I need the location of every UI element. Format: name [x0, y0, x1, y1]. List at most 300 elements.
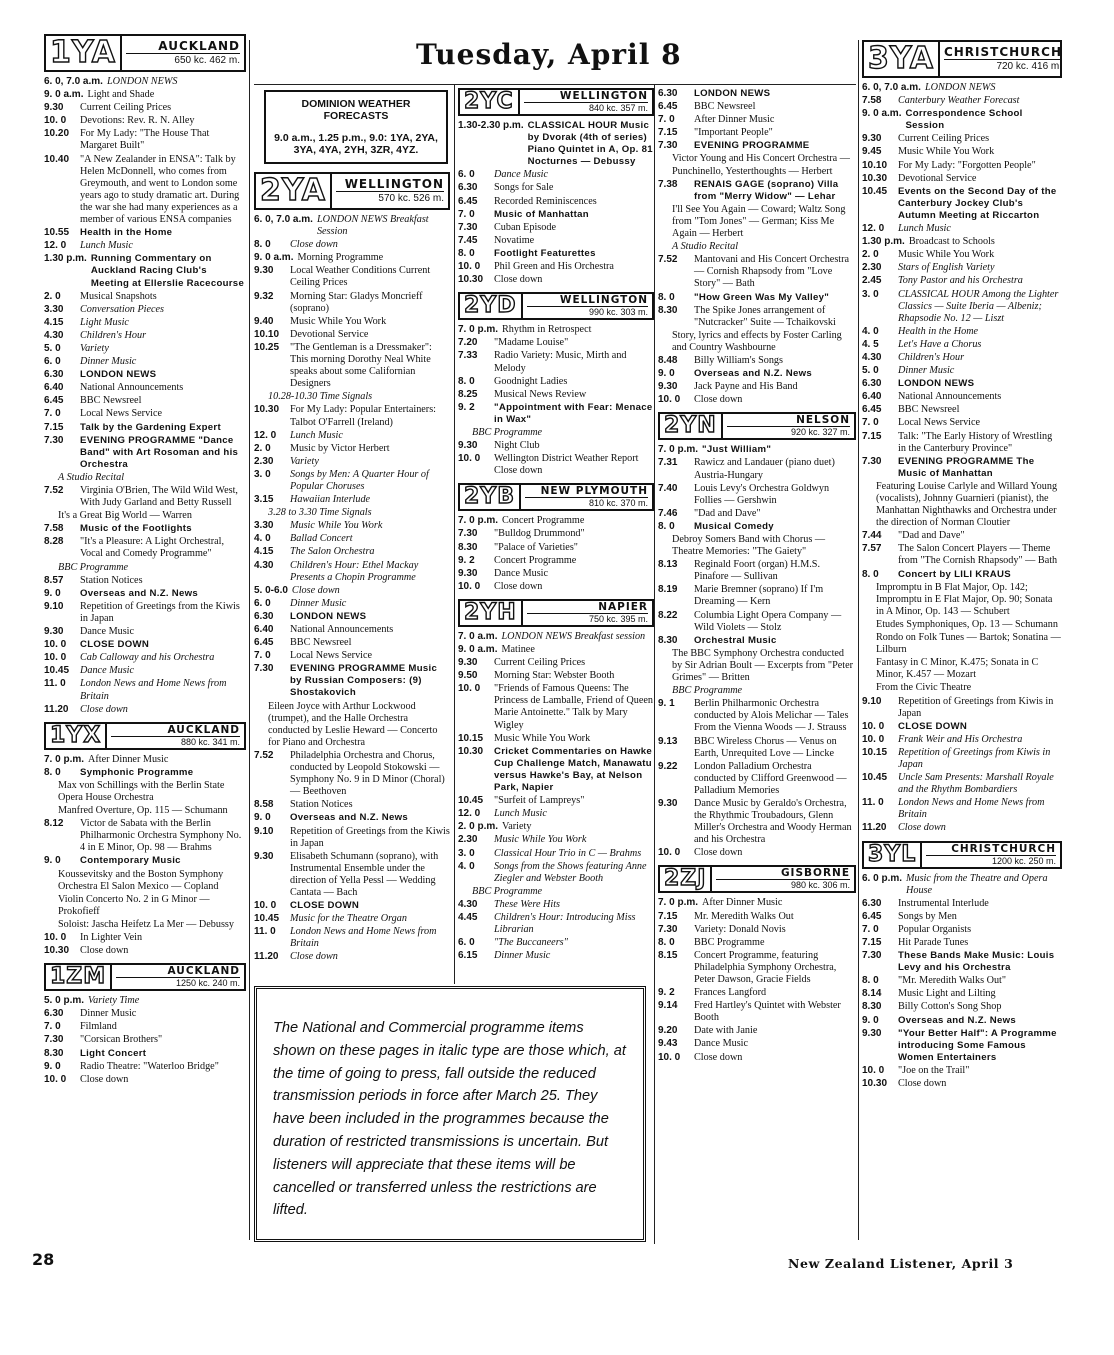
- programme-text: Children's Hour: [898, 351, 965, 363]
- time-label: 9.30: [458, 440, 478, 452]
- time-label: 7. 0: [658, 114, 675, 126]
- list-item: [458, 683, 654, 731]
- programme-text: Music While You Work: [290, 315, 387, 327]
- programme-text: BBC Programme: [694, 936, 765, 948]
- station-info: [940, 42, 1066, 76]
- list-item: [658, 101, 856, 113]
- list-item: [458, 581, 654, 593]
- station-2ya-continued: [658, 88, 856, 406]
- list-item: [862, 772, 1062, 796]
- time-label: 9.32: [254, 290, 274, 302]
- time-label: 4.30: [254, 559, 274, 571]
- programme-text: Repetition of Greetings from Kiwis in Japan: [898, 695, 1054, 719]
- time-label: 10. 0: [458, 453, 481, 465]
- programme-text: "The Gentleman is a Dressmaker": This morning Dorothy Neal White speaks about some Californian Designers: [290, 341, 432, 390]
- programme-text: Songs for Sale: [494, 182, 554, 194]
- list-item: [862, 1028, 1062, 1064]
- programme-text: CLASSICAL HOUR Music by Dvorak (4th of series) Piano Quintet in A, Op. 81 Nocturnes — Debussy: [527, 120, 653, 168]
- time-label: 8.28: [44, 536, 64, 548]
- list-item: [254, 239, 450, 251]
- programme-text: Light Music: [80, 316, 129, 328]
- list-item: [862, 569, 1062, 581]
- station-call-sign: 1ZM: [46, 965, 112, 989]
- list-item: [862, 950, 1062, 974]
- list-item: [458, 120, 654, 168]
- list-item: [458, 937, 654, 949]
- list-item: [254, 701, 450, 749]
- list-item: [658, 610, 856, 634]
- time-label: 8. 0: [254, 239, 271, 251]
- list-item: [862, 431, 1062, 455]
- list-item: [44, 435, 246, 471]
- programme-text: Mr. Meredith Walks Out: [694, 910, 794, 922]
- time-label: 7.52: [254, 749, 274, 761]
- programme-text: Dance Music: [494, 567, 549, 579]
- list-item: [44, 704, 246, 716]
- time-label: 10. 0: [862, 1064, 885, 1076]
- list-item: [658, 897, 856, 909]
- programme-text: Berlin Philharmonic Orchestra conducted by Alois Melichar — Tales From the Vienna Woods — J. Strauss: [694, 698, 849, 734]
- station-header: [658, 412, 856, 440]
- time-label: 10.30: [254, 404, 280, 416]
- station-call-sign: 2YB: [460, 485, 521, 509]
- list-item: [658, 394, 856, 406]
- time-label: 6. 0: [458, 169, 475, 181]
- time-label: 6.30: [44, 1008, 64, 1020]
- list-item: [44, 115, 246, 127]
- time-label: 4.30: [458, 898, 478, 910]
- time-label: 11.20: [862, 822, 887, 834]
- time-label: 7. 0: [862, 417, 879, 429]
- list-item: [254, 329, 450, 341]
- list-item: [44, 1061, 246, 1073]
- programme-text: Contemporary Music: [80, 855, 181, 867]
- programme-text: Billy Cotton's Song Shop: [898, 1001, 1002, 1013]
- station-3ya: [862, 40, 1062, 835]
- programme-text: Music by Victor Herbert: [290, 442, 390, 454]
- programme-text: The Salon Orchestra: [290, 546, 375, 558]
- list-item: [44, 855, 246, 867]
- list-item: [658, 847, 856, 859]
- station-frequency: 990 kc. 303 m.: [588, 307, 648, 318]
- programme-text: Lunch Music: [898, 223, 951, 235]
- programme-text: Health in the Home: [80, 227, 173, 239]
- station-city: NEW PLYMOUTH: [525, 485, 648, 498]
- time-label: 7.40: [658, 482, 678, 494]
- time-label: 7.38: [658, 178, 678, 190]
- programme-text: Violin Concerto No. 2 in G Minor — Prokofieff: [58, 893, 210, 917]
- station-frequency: 1250 kc. 240 m.: [175, 978, 240, 989]
- station-frequency: 840 kc. 357 m.: [588, 103, 648, 113]
- list-item: [44, 1074, 246, 1086]
- list-item: [458, 515, 654, 527]
- programme-text: EVENING PROGRAMME The Music of Manhattan: [898, 455, 1035, 479]
- time-label: 7.15: [862, 937, 882, 948]
- list-item: [658, 305, 856, 329]
- time-label: 9. 0: [44, 1060, 61, 1072]
- time-label: 7. 0: [44, 1021, 61, 1033]
- list-item: [44, 652, 246, 664]
- programme-text: Local News Service: [898, 417, 981, 429]
- programme-text: Station Notices: [290, 799, 353, 811]
- programme-text: It's a Great Big World — Warren: [58, 510, 192, 522]
- station-frequency: 980 kc. 306 m.: [790, 880, 850, 891]
- list-item: [862, 339, 1062, 351]
- programme-text: BBC Newsreel: [898, 404, 960, 416]
- time-label: 1.30-2.30 p.m.: [458, 120, 524, 131]
- programme-text: Health in the Home: [898, 325, 979, 337]
- list-item: [862, 988, 1062, 1000]
- list-item: [658, 534, 856, 558]
- programme-text: Morning Star: Gladys Moncrieff (soprano): [290, 290, 423, 314]
- programme-text: Concert Programme, featuring Philadelphia Symphony Orchestra, Peter Dawson, Gracie Fields: [694, 949, 837, 985]
- list-item: [862, 417, 1062, 429]
- time-label: 6.30: [254, 610, 274, 622]
- station-frequency: 810 kc. 370 m.: [588, 498, 648, 509]
- time-label: 6.45: [254, 637, 274, 649]
- time-label: 4.30: [862, 351, 882, 363]
- programme-text: "Friends of Famous Queens: The Princess de Lamballe, Friend of Queen Marie Antoinette." Talk by Mary Wigley: [494, 683, 653, 731]
- station-frequency: 570 kc. 526 m.: [378, 193, 444, 204]
- programme-text: Variety: Donald Novis: [694, 923, 786, 935]
- time-label: 7.30: [458, 528, 478, 540]
- list-item: [458, 337, 654, 349]
- weather-forecast-box: [264, 90, 448, 164]
- programme-text: Classical Hour Trio in C — Brahms: [494, 847, 642, 859]
- list-item: [862, 133, 1062, 145]
- time-label: 8.30: [458, 541, 478, 553]
- programme-text: I'll See You Again — Coward; Waltz Song from "Tom Jones" — German; Kiss Me Again — Herbert: [672, 203, 846, 240]
- list-item: [658, 635, 856, 647]
- list-item: [458, 528, 654, 540]
- programme-text: Local News Service: [290, 650, 373, 662]
- programme-text: LONDON NEWS: [924, 82, 996, 93]
- list-item: [254, 443, 450, 455]
- programme-text: Close down: [898, 1078, 947, 1090]
- page-title: Tuesday, April 8: [416, 38, 682, 71]
- list-item: [44, 767, 246, 779]
- programme-text: National Announcements: [290, 624, 394, 635]
- time-label: 6.30: [862, 378, 882, 390]
- programme-text: Billy William's Songs: [694, 354, 783, 366]
- time-label: 8. 0: [658, 291, 675, 303]
- programme-text: Concert Programme: [494, 554, 577, 566]
- programme-text: LONDON NEWS: [290, 610, 367, 622]
- programme-text: From the Civic Theatre: [876, 682, 972, 694]
- programme-text: Music of the Footlights: [80, 523, 192, 535]
- list-item: [44, 1008, 246, 1020]
- list-item: [458, 950, 654, 962]
- list-item: [862, 378, 1062, 390]
- programme-text: Songs by Men: A Quarter Hour of Popular Choruses: [290, 468, 429, 492]
- list-item: [254, 494, 450, 506]
- list-item: [862, 632, 1062, 656]
- list-item: [658, 1025, 856, 1037]
- list-item: [458, 746, 654, 794]
- time-label: 6.15: [458, 950, 478, 962]
- time-label: 7.58: [44, 523, 64, 535]
- time-label: 7.30: [254, 663, 274, 675]
- time-label: 6.30: [44, 369, 64, 381]
- time-label: 6.45: [862, 910, 882, 922]
- programme-text: Current Ceiling Prices: [80, 102, 172, 114]
- weather-title: DOMINION WEATHER FORECASTS: [301, 98, 411, 122]
- programme-text: Hawaiian Interlude: [290, 494, 371, 506]
- station-call-sign: 3YA: [864, 42, 940, 76]
- list-item: [44, 356, 246, 368]
- list-item: [658, 140, 856, 152]
- list-item: [658, 911, 856, 923]
- programme-text: 10.28-10.30 Time Signals: [268, 391, 373, 403]
- programme-text: Concert by LILI KRAUS: [898, 568, 1011, 580]
- station-info: [723, 414, 854, 438]
- programme-text: Dance Music by Geraldo's Orchestra, the Rhythmic Troubadours, Glenn Miller's Orchestra and Woody Herman and his Orchestra: [694, 797, 852, 846]
- programme-text: Close down: [80, 703, 128, 715]
- programme-text: Canterbury Weather Forecast: [898, 95, 1020, 107]
- list-item: [44, 869, 246, 893]
- list-item: [658, 254, 856, 290]
- list-item: [658, 1052, 856, 1064]
- programme-text: Radio Theatre: "Waterloo Bridge": [80, 1060, 219, 1072]
- list-item: [862, 186, 1062, 222]
- time-label: 9.45: [862, 146, 882, 158]
- time-label: 6.45: [458, 195, 478, 207]
- time-label: 7.30: [658, 140, 678, 152]
- time-label: 10.30: [458, 274, 484, 286]
- list-item: [862, 657, 1062, 681]
- time-label: 8. 0: [44, 766, 61, 778]
- list-item: [658, 924, 856, 936]
- programme-text: Louis Levy's Orchestra Goldwyn Follies — Gershwin: [694, 482, 830, 506]
- station-2yn: [658, 412, 856, 859]
- programme-text: Dance Music: [80, 665, 135, 677]
- programme-text: Dance Music: [80, 626, 135, 638]
- programme-text: Cuban Episode: [494, 221, 556, 233]
- programme-text: After Dinner Music: [694, 114, 775, 126]
- time-label: 7. 0 p.m.: [658, 897, 699, 909]
- programme-text: Light and Shade: [87, 89, 155, 101]
- time-label: 8. 0: [458, 375, 475, 387]
- list-item: [44, 317, 246, 329]
- list-item: [658, 241, 856, 253]
- list-item: [254, 900, 450, 912]
- time-label: 10.40: [44, 153, 70, 165]
- list-item: [862, 481, 1062, 529]
- programme-text: Let's Have a Chorus: [898, 338, 982, 350]
- list-item: [458, 899, 654, 911]
- list-item: [862, 696, 1062, 720]
- station-2yh: [458, 599, 654, 962]
- time-label: 7.15: [862, 430, 882, 442]
- list-item: [862, 937, 1062, 949]
- time-label: 9.30: [458, 657, 478, 669]
- list-item: [254, 430, 450, 442]
- station-city: GISBORNE: [716, 867, 850, 880]
- time-label: 7.30: [44, 1034, 64, 1046]
- programme-text: "The Buccaneers": [494, 937, 568, 949]
- list-item: [862, 797, 1062, 821]
- list-item: [44, 395, 246, 407]
- programme-text: CLOSE DOWN: [898, 720, 968, 732]
- time-label: 6.45: [862, 404, 882, 416]
- list-item: [658, 648, 856, 684]
- time-label: 8.22: [658, 609, 678, 621]
- programme-text: For My Lady: Popular Entertainers: Talbot O'Farrell (Ireland): [290, 404, 436, 428]
- list-item: [254, 826, 450, 850]
- time-label: 6. 0, 7.0 a.m.: [44, 76, 103, 87]
- time-label: 9. 0: [862, 1014, 879, 1026]
- programme-text: Music Light and Lilting: [898, 988, 996, 1000]
- list-item: [658, 457, 856, 481]
- time-label: 6. 0: [458, 937, 475, 949]
- time-label: 5. 0 p.m.: [44, 995, 85, 1007]
- list-item: [658, 355, 856, 367]
- time-label: 7.52: [658, 254, 678, 266]
- time-label: 10.10: [254, 328, 280, 340]
- programme-text: BBC Programme: [58, 561, 129, 573]
- list-item: [658, 114, 856, 126]
- programme-text: London Palladium Orchestra conducted by Clifford Greenwood — Palladium Memories: [694, 760, 847, 796]
- programme-text: Close down: [290, 951, 338, 963]
- list-item: [862, 223, 1062, 235]
- time-label: 2.30: [458, 834, 478, 846]
- time-label: 7.33: [458, 350, 478, 362]
- column-rule: [454, 84, 455, 984]
- station-call-sign: 2YH: [460, 601, 523, 625]
- list-item: [254, 265, 450, 289]
- time-label: 7.44: [862, 530, 882, 542]
- station-header: [862, 841, 1062, 869]
- time-label: 1.30 p.m.: [44, 253, 87, 265]
- notice-box: [254, 986, 646, 1242]
- station-2yd: [458, 292, 654, 477]
- time-label: 7.46: [658, 507, 678, 519]
- programme-text: Musical Comedy: [694, 520, 774, 532]
- list-item: [862, 262, 1062, 274]
- programme-text: Cab Calloway and his Orchestra: [80, 652, 215, 664]
- time-label: 9.43: [658, 1038, 678, 1050]
- programme-text: Date with Janie: [694, 1025, 758, 1037]
- time-label: 7. 0 p.m.: [658, 444, 699, 456]
- list-item: [44, 588, 246, 600]
- list-item: [458, 808, 654, 820]
- time-label: 11.20: [44, 703, 69, 715]
- list-item: [458, 834, 654, 846]
- programme-text: Local News Service: [80, 408, 163, 420]
- time-label: 3. 0: [862, 288, 879, 300]
- programme-text: Stars of English Variety: [898, 262, 995, 274]
- station-city: WELLINGTON: [336, 177, 444, 192]
- list-item: [862, 95, 1062, 107]
- list-item: [658, 950, 856, 986]
- list-item: [254, 663, 450, 699]
- programme-text: Popular Organists: [898, 923, 972, 935]
- time-label: 3.30: [44, 303, 64, 315]
- list-item: [458, 555, 654, 567]
- programme-text: These Were Hits: [494, 898, 561, 910]
- programme-text: Max von Schillings with the Berlin State Opera House Orchestra: [58, 779, 225, 803]
- list-item: [862, 146, 1062, 158]
- list-item: [862, 911, 1062, 923]
- station-city: AUCKLAND: [116, 965, 240, 978]
- time-label: 2. 0 p.m.: [458, 821, 499, 833]
- list-item: [254, 291, 450, 315]
- programme-text: LONDON NEWS: [898, 378, 975, 390]
- time-label: 9.13: [658, 735, 678, 747]
- time-label: 7. 0 p.m.: [458, 515, 499, 527]
- list-item: [44, 945, 246, 957]
- time-label: 7. 0 p.m.: [44, 753, 85, 765]
- list-item: [44, 754, 246, 766]
- time-label: 1.30 p.m.: [862, 236, 905, 248]
- time-label: 9.40: [254, 315, 274, 327]
- programme-text: Current Ceiling Prices: [494, 657, 586, 669]
- station-header: [458, 88, 654, 116]
- programme-text: Music for the Theatre Organ: [290, 913, 407, 925]
- list-item: [254, 546, 450, 558]
- list-item: [458, 886, 654, 898]
- list-item: [44, 102, 246, 114]
- time-label: 7. 0: [458, 208, 475, 220]
- list-item: [254, 637, 450, 649]
- programme-text: CLOSE DOWN: [80, 639, 150, 651]
- list-item: [862, 236, 1062, 248]
- time-label: 11. 0: [254, 926, 276, 938]
- programme-text: Musical Snapshots: [80, 290, 157, 302]
- list-item: [862, 1065, 1062, 1077]
- programme-text: Children's Hour: Ethel Mackay Presents a Chopin Programme: [290, 559, 419, 583]
- programme-text: Repetition of Greetings from the Kiwis in Japan: [80, 600, 240, 624]
- list-item: [862, 391, 1062, 403]
- list-item: [862, 822, 1062, 834]
- time-label: 8.12: [44, 818, 64, 830]
- column-rule: [249, 40, 250, 1240]
- programme-text: Philadelphia Orchestra and Chorus, conducted by Leopold Stokowski — Symphony No. 9 in D Minor (Choral) — Beethoven: [290, 749, 445, 798]
- programme-text: BBC Newsreel: [80, 395, 142, 407]
- station-2yb: [458, 483, 654, 593]
- station-info: [922, 843, 1060, 867]
- time-label: 5. 0: [44, 342, 61, 354]
- programme-text: Dinner Music: [290, 597, 347, 609]
- time-label: 8.13: [658, 559, 678, 571]
- time-label: 8. 0: [862, 975, 879, 987]
- time-label: 11. 0: [862, 797, 884, 809]
- time-label: 10. 0: [658, 847, 681, 859]
- programme-text: Current Ceiling Prices: [898, 133, 990, 145]
- list-item: [862, 456, 1062, 480]
- list-item: [658, 685, 856, 697]
- list-item: [44, 805, 246, 817]
- list-item: [254, 404, 450, 428]
- list-item: [254, 624, 450, 636]
- list-item: [458, 733, 654, 745]
- time-label: 7.30: [44, 434, 64, 446]
- list-item: [44, 472, 246, 484]
- station-call-sign: 3YL: [864, 843, 922, 867]
- list-item: [44, 369, 246, 381]
- programme-text: BBC Programme: [672, 685, 743, 697]
- programme-text: Soloist: Jascha Heifetz La Mer — Debussy: [58, 918, 234, 930]
- programme-text: Impromptu in B Flat Major, Op. 142; Impromptu in E Flat Major, Op. 90; Sonata in A Minor, Op. 143 — Schubert: [876, 581, 1053, 617]
- programme-text: "Important People": [694, 127, 773, 139]
- list-item: [862, 898, 1062, 910]
- time-label: 2.30: [254, 455, 274, 467]
- station-header: [458, 292, 654, 320]
- programme-text: Fantasy in C Minor, K.475; Sonata in C Minor, K.457 — Mozart: [876, 657, 1039, 681]
- station-call-sign: 1YA: [46, 36, 122, 70]
- time-label: 3.30: [254, 520, 274, 532]
- programme-text: Virginia O'Brien, The Wild Wild West, With Judy Garland and Betty Russell: [80, 485, 238, 509]
